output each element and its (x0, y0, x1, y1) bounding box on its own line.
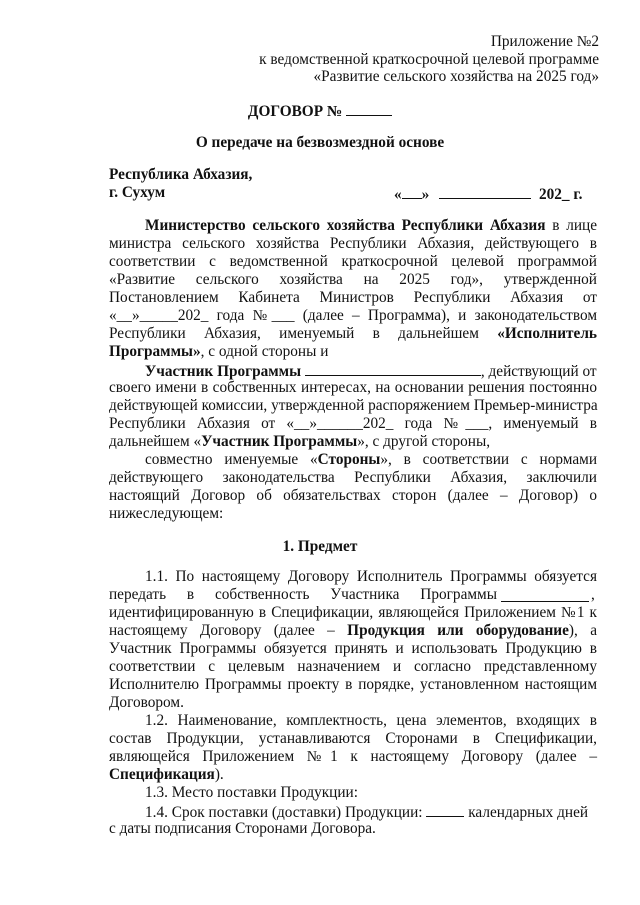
preamble-line: настоящий Договор об обязательствах сторон (далее – Договор) о (109, 487, 597, 504)
preamble-line (145, 361, 597, 381)
clause-1-2-line (109, 766, 224, 784)
clause-text: календарных дней (468, 804, 589, 821)
day-blank (402, 184, 422, 199)
section-1-title: 1. Предмет (282, 538, 358, 555)
annex-line-2: к ведомственной краткосрочной целевой программе (259, 51, 599, 68)
preamble-line: министра сельского хозяйства Республики Абхазия, действующего в (109, 235, 597, 252)
clause-text: передать в собственность Участника Программы (109, 586, 497, 603)
clause-1-1-line: идентифицированную в Спецификации, являющейся Приложением №1 к (109, 604, 597, 621)
clause-1-1-line: Исполнителю Программы проекту в порядке, установленном настоящим (109, 676, 597, 693)
delivery-days-blank (426, 802, 464, 817)
clause-1-2-line: являющейся Приложением №1 к настоящему Договору (далее – (109, 748, 597, 765)
preamble-text: », с другой стороны, (357, 433, 491, 450)
preamble-line: Республики Абхазия от «__»______202_ года №___, именуемый в (109, 415, 597, 432)
preamble-text: , с одной стороны и (200, 343, 329, 360)
preamble-line (109, 325, 597, 343)
ministry-name: Министерство сельского хозяйства Республики Абхазия (145, 217, 546, 234)
clause-1-2-line: состав Продукции, устанавливаются Сторонами в Спецификации, (109, 730, 597, 747)
preamble-line: соответствии с ведомственной краткосрочной целевой программой (109, 253, 597, 270)
preamble-line (145, 217, 597, 235)
clause-1-1-line: Договором. (109, 694, 184, 711)
contract-title (0, 101, 640, 121)
participant-name-blank (305, 361, 481, 376)
participant-label: Участник Программы (145, 363, 302, 380)
executor-label: «Исполнитель (497, 325, 597, 342)
preamble-line (145, 451, 597, 469)
preamble-line (109, 343, 328, 361)
annex-line-3: «Развитие сельского хозяйства на 2025 год» (313, 68, 599, 85)
place-city: г. Сухум (109, 184, 166, 201)
date-close-quote: » (421, 186, 430, 203)
preamble-text: дальнейшем « (109, 433, 202, 450)
preamble-line: действующего законодательства Республики Абхазия, заключили (109, 469, 597, 486)
date-open-quote: « (394, 186, 402, 203)
place-country: Республика Абхазия, (109, 166, 253, 183)
contract-subtitle: О передаче на безвозмездной основе (195, 134, 445, 151)
preamble-line: «__»_____202_ года №___ (далее – Программа), и законодательством (109, 307, 597, 324)
product-name-blank (501, 587, 589, 602)
clause-1-2-line: 1.2. Наименование, комплектность, цена элементов, входящих в (145, 712, 597, 729)
specification-term: Спецификация (109, 766, 215, 783)
contract-title-text: ДОГОВОР № (247, 103, 343, 120)
executor-label-end: Программы» (109, 343, 201, 360)
date-year: 202_ г. (538, 186, 583, 203)
preamble-line (109, 433, 490, 451)
clause-text: настоящему Договору (далее – (109, 622, 335, 639)
participant-label-short: Участник Программы (201, 433, 358, 450)
preamble-line: нижеследующем: (109, 505, 224, 522)
preamble-text: в лице (552, 217, 598, 234)
clause-1-1-line: 1.1. По настоящему Договору Исполнитель Программы обязуется (145, 568, 597, 585)
preamble-line: своего имени в собственных интересах, на основании решения постоянно (109, 379, 597, 396)
clause-1-4-line (145, 802, 597, 822)
contract-date (394, 184, 582, 204)
preamble-line: Постановлением Кабинета Министров Республики Абхазия от (109, 289, 597, 306)
clause-text: ). (214, 766, 224, 783)
preamble-text: Республики Абхазия, именуемый в дальнейшем (109, 325, 479, 342)
clause-1-1-line (109, 622, 597, 640)
clause-1-1-line: Участник Программы обязуется принять и использовать Продукцию в (109, 640, 597, 657)
clause-1-3: 1.3. Место поставки Продукции: (145, 784, 358, 801)
preamble-text: », в соответствии с нормами (380, 451, 597, 468)
clause-comma: , (591, 586, 595, 603)
preamble-line: действующей комиссии, утвержденной распоряжением Премьер-министра (109, 397, 598, 414)
contract-number-blank (346, 101, 392, 116)
product-term: Продукция или оборудование (347, 622, 569, 639)
clause-1-4-line: с даты подписания Сторонами Договора. (109, 820, 376, 837)
clause-text: ), а (568, 622, 597, 639)
preamble-text: совместно именуемые « (145, 451, 318, 468)
annex-title: Приложение №2 (490, 33, 599, 50)
preamble-line: «Развитие сельского хозяйства на 2025 год», утвержденной (109, 271, 597, 288)
month-blank (439, 184, 531, 199)
preamble-text: , действующий от (480, 363, 597, 380)
clause-text: 1.4. Срок поставки (доставки) Продукции: (145, 804, 423, 821)
clause-1-1-line: соответствии с целевым назначением и согласно представленному (109, 658, 597, 675)
parties-label: Стороны (317, 451, 381, 468)
